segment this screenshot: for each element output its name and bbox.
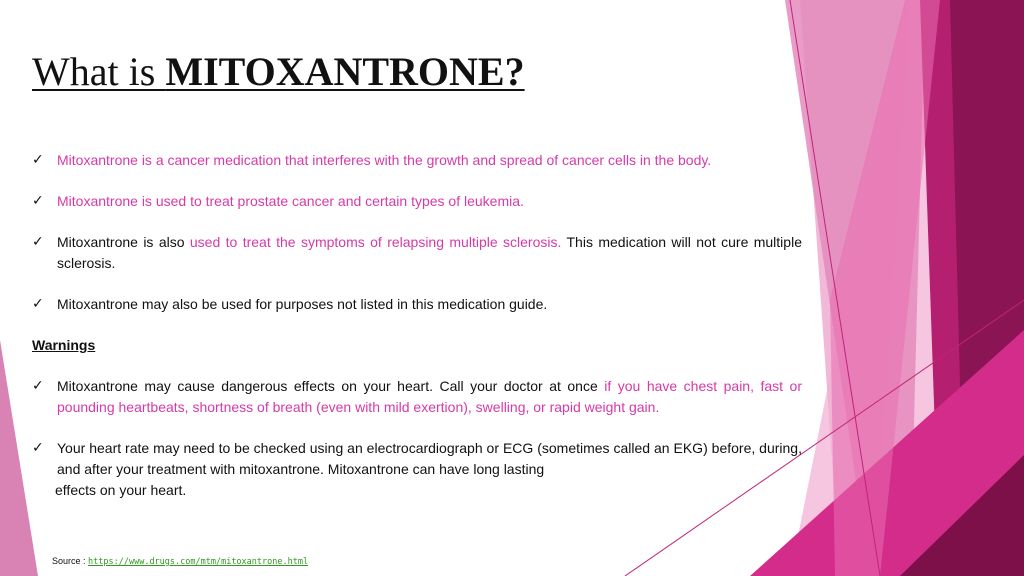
source-link[interactable]: https://www.drugs.com/mtm/mitoxantrone.html [88, 557, 309, 567]
checkmark-icon: ✓ [32, 234, 44, 250]
bullet-text: Mitoxantrone is a cancer medication that interferes with the growth and spread of cancer cells in the body. [57, 152, 712, 168]
bullet-text: This medication will not cure multiple sclerosis. [57, 234, 802, 271]
checkmark-icon: ✓ [32, 193, 44, 209]
source-label: Source : [52, 556, 89, 566]
checkmark-icon: ✓ [32, 296, 44, 312]
title-drug-name: MITOXANTRONE? [165, 49, 525, 94]
title-prefix: What is [32, 49, 166, 94]
warning-text-continuation: effects on your heart. [55, 482, 187, 498]
checkmark-icon: ✓ [32, 152, 44, 168]
bullet-text: Mitoxantrone is also [57, 234, 190, 250]
bullet-item [32, 191, 802, 212]
bullet-text: Mitoxantrone is used to treat prostate cancer and certain types of leukemia. [57, 193, 524, 209]
warning-item [32, 438, 802, 501]
checkmark-icon: ✓ [32, 378, 44, 394]
warning-text: Mitoxantrone may cause dangerous effects on your heart. Call your doctor at once [57, 378, 605, 394]
source-citation [52, 556, 308, 567]
warning-text: Your heart rate may need to be checked using an electrocardiograph or ECG (sometimes called an EKG) before, during, and after your treatment with mitoxantrone. Mitoxantrone can have long lasting [57, 440, 802, 477]
page-title [32, 50, 525, 94]
warning-item [32, 376, 802, 418]
warnings-heading: Warnings [32, 337, 96, 353]
warning-text-highlight: if you have chest pain, fast or pounding heartbeats, shortness of breath (even with mild exertion), swelling, or rapid weight gain. [57, 378, 802, 415]
bullet-item [32, 294, 802, 315]
checkmark-icon: ✓ [32, 440, 44, 456]
bullet-text-highlight: used to treat the symptoms of relapsing multiple sclerosis. [189, 234, 562, 250]
slide-content [32, 150, 802, 521]
bullet-item [32, 150, 802, 171]
bullet-text: Mitoxantrone may also be used for purposes not listed in this medication guide. [57, 296, 548, 312]
bullet-item [32, 232, 802, 274]
